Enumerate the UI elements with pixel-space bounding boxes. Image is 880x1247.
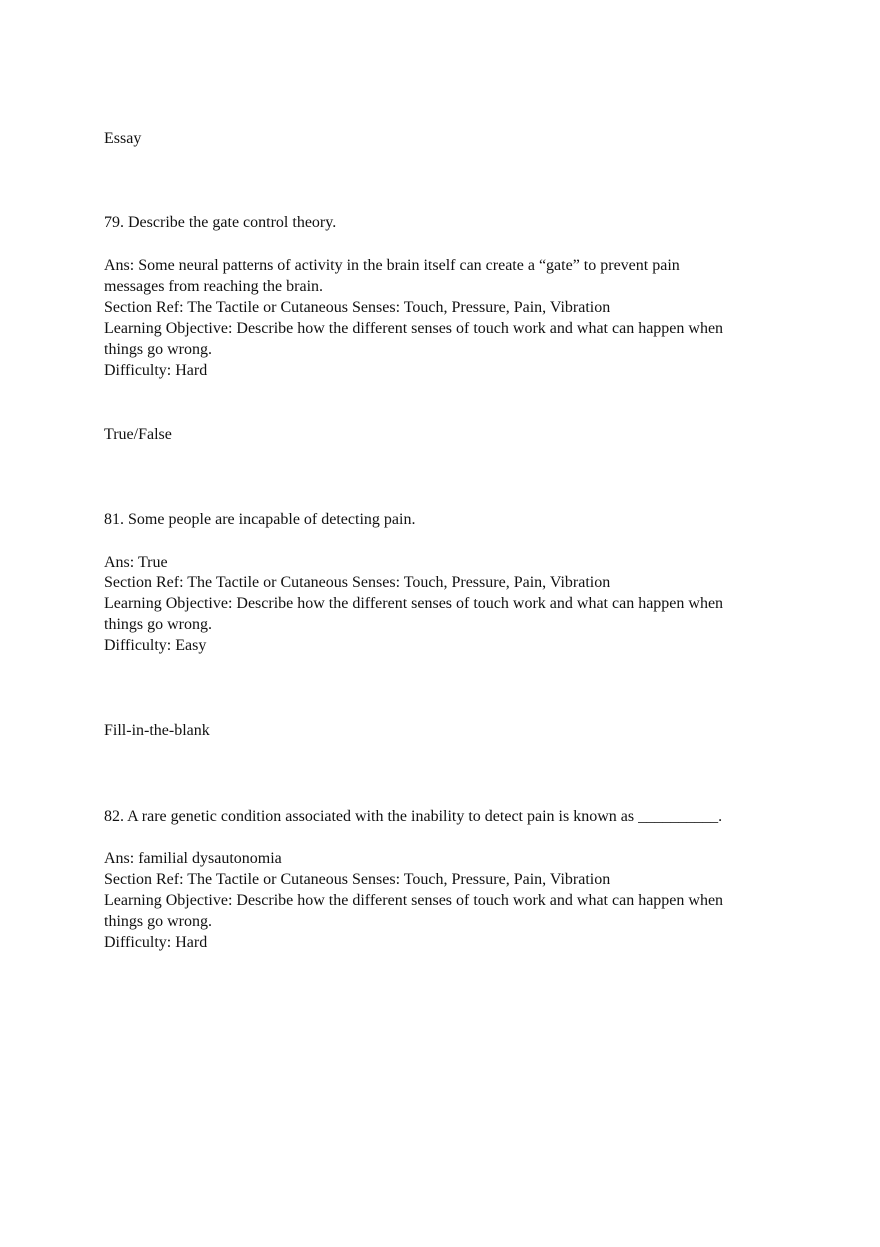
section-ref-82: Section Ref: The Tactile or Cutaneous Senses: Touch, Pressure, Pain, Vibration [104, 871, 611, 888]
objective-81-line1: Learning Objective: Describe how the different senses of touch work and what can happen when [104, 595, 724, 612]
section-heading-essay: Essay [104, 130, 142, 147]
section-ref-81: Section Ref: The Tactile or Cutaneous Senses: Touch, Pressure, Pain, Vibration [104, 574, 611, 591]
objective-79-line1: Learning Objective: Describe how the different senses of touch work and what can happen when [104, 320, 724, 337]
question-82: 82. A rare genetic condition associated with the inability to detect pain is known as __________. [104, 808, 723, 825]
objective-79-line2: things go wrong. [104, 341, 212, 358]
question-81: 81. Some people are incapable of detecting pain. [104, 511, 416, 528]
answer-79-line2: messages from reaching the brain. [104, 278, 324, 295]
section-heading-true-false: True/False [104, 426, 172, 443]
answer-79-line1: Ans: Some neural patterns of activity in the brain itself can create a “gate” to prevent pain [104, 257, 680, 274]
answer-82: Ans: familial dysautonomia [104, 850, 282, 867]
objective-82-line2: things go wrong. [104, 913, 212, 930]
difficulty-81: Difficulty: Easy [104, 637, 207, 654]
objective-81-line2: things go wrong. [104, 616, 212, 633]
section-ref-79: Section Ref: The Tactile or Cutaneous Senses: Touch, Pressure, Pain, Vibration [104, 299, 611, 316]
difficulty-82: Difficulty: Hard [104, 934, 208, 951]
question-79: 79. Describe the gate control theory. [104, 214, 337, 231]
section-heading-fill-in-the-blank: Fill-in-the-blank [104, 722, 210, 739]
difficulty-79: Difficulty: Hard [104, 362, 208, 379]
answer-81: Ans: True [104, 554, 168, 571]
objective-82-line1: Learning Objective: Describe how the different senses of touch work and what can happen when [104, 892, 724, 909]
